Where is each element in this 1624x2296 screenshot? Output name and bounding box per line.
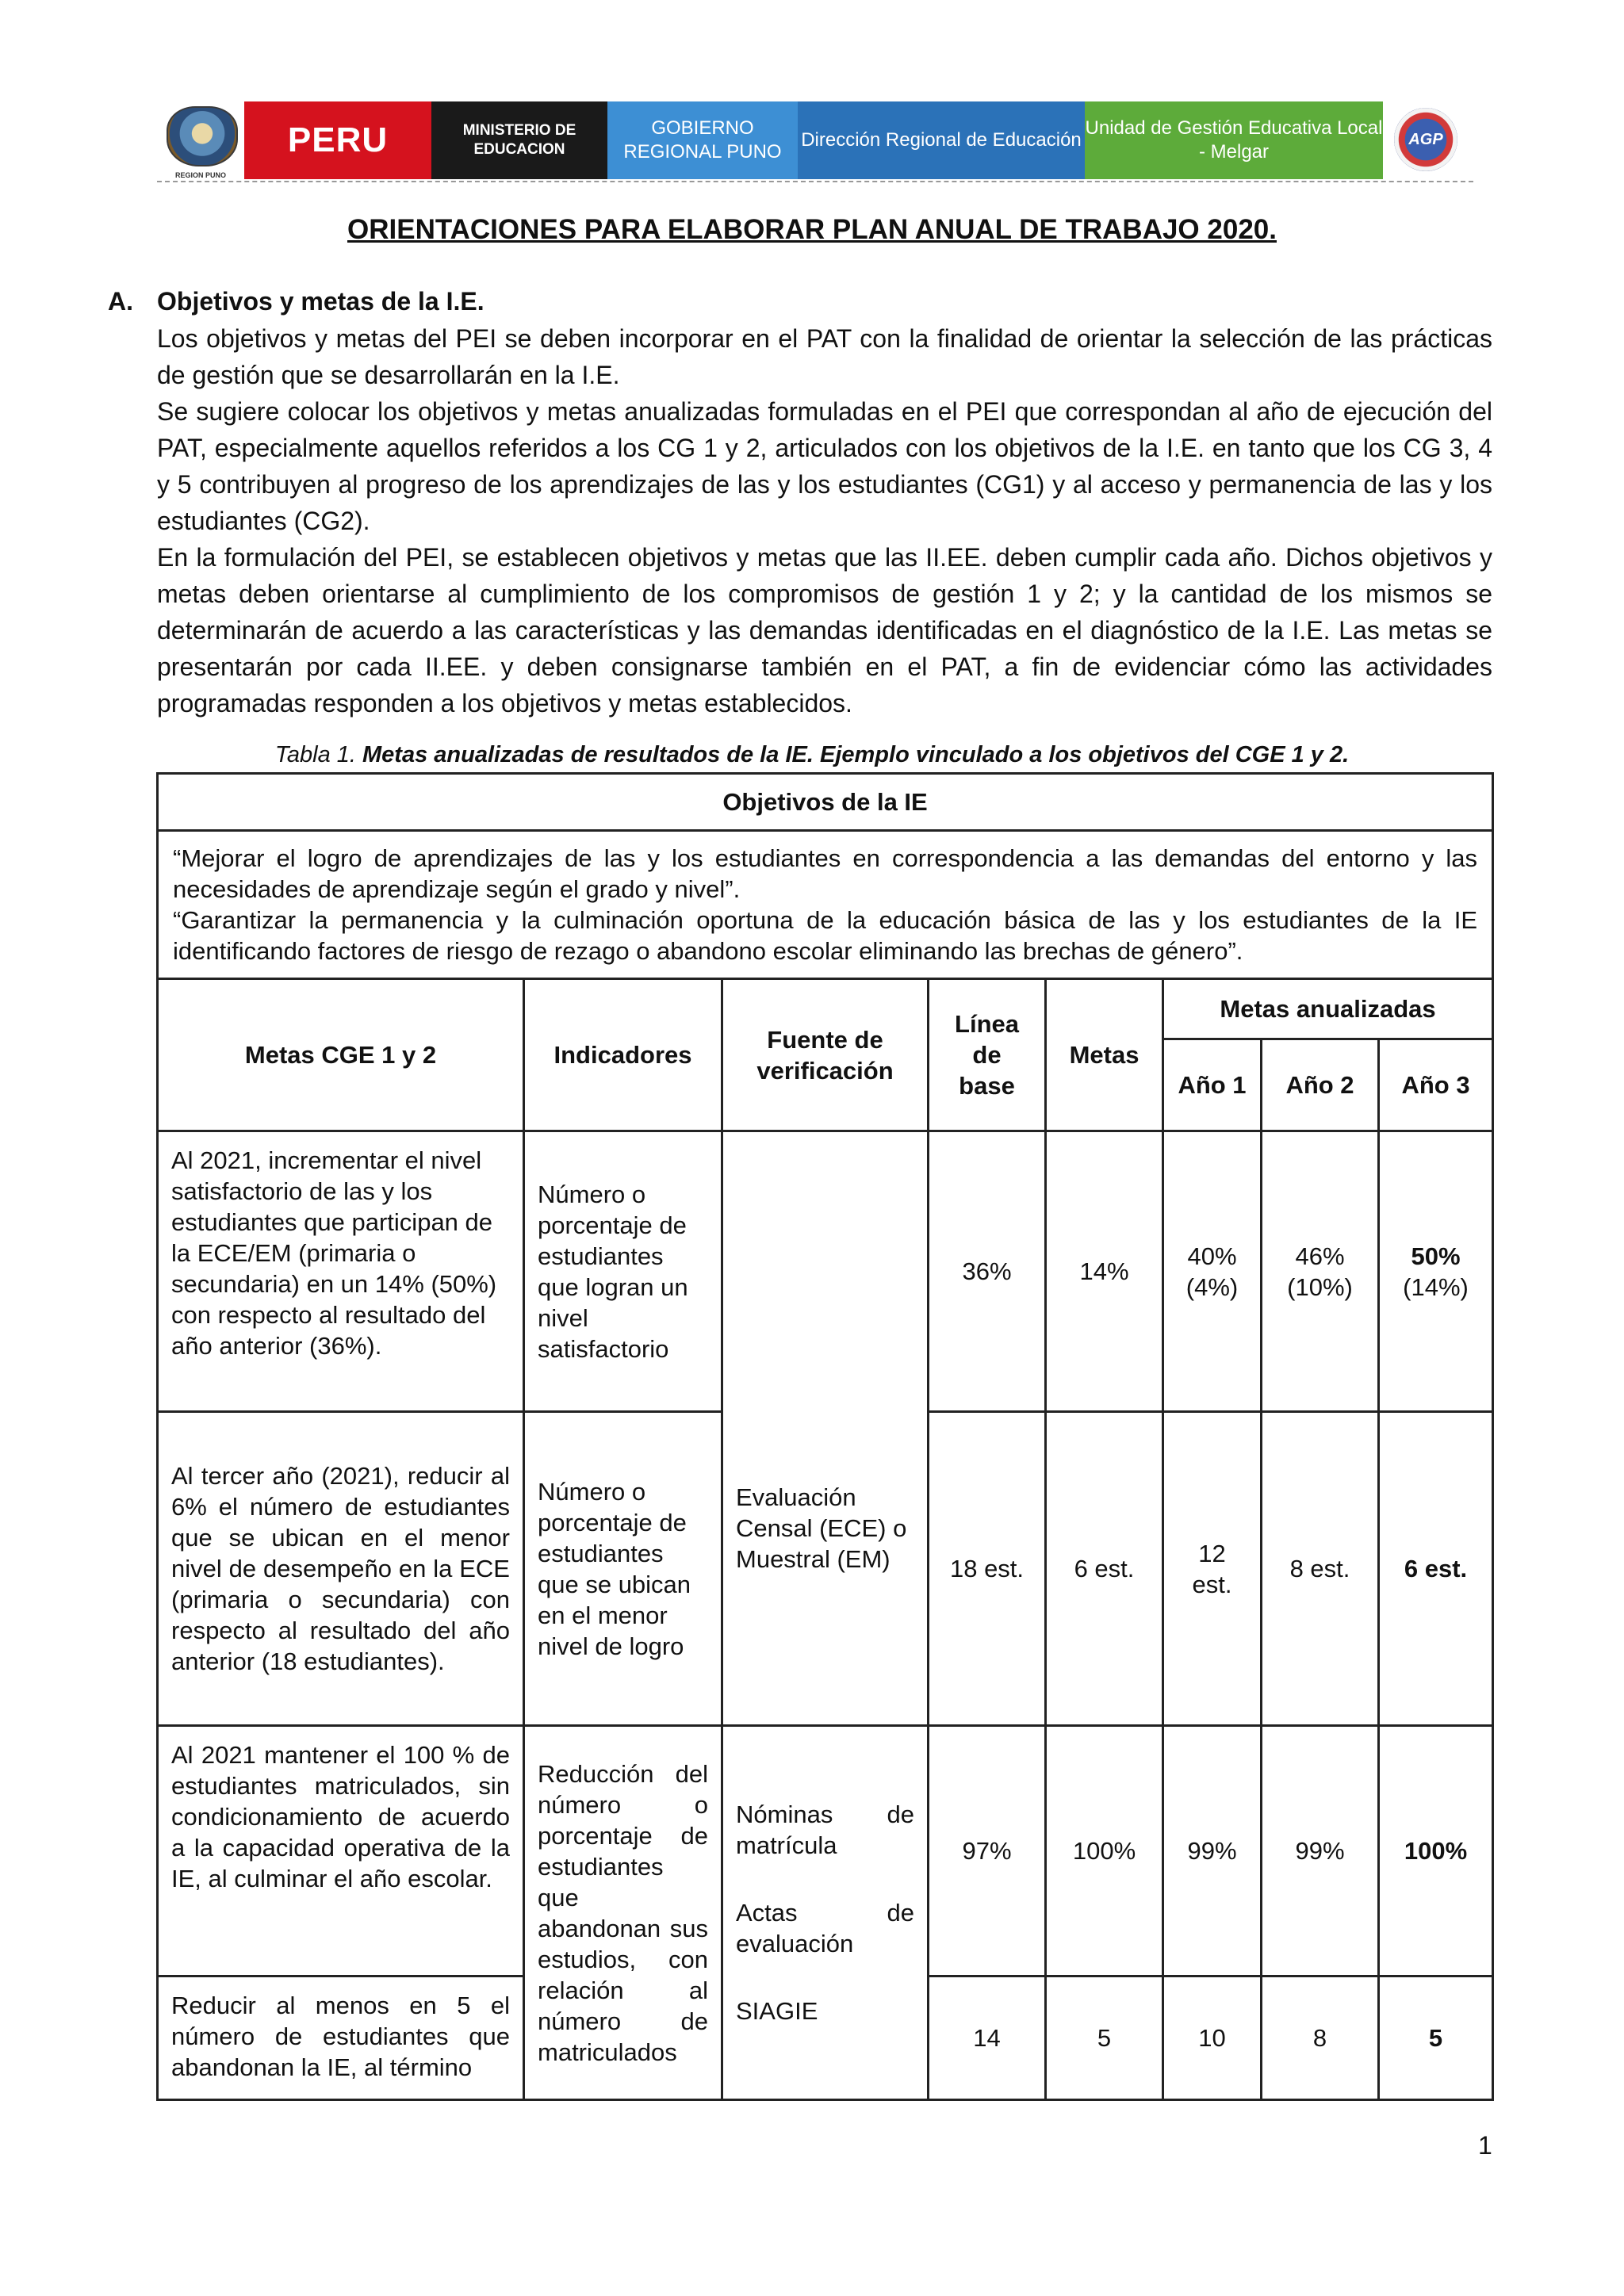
ano-1-cell: 99% <box>1163 1726 1262 1976</box>
table-row <box>158 1131 1493 1412</box>
linea-base-cell: 14 <box>929 1976 1046 2100</box>
agp-logo <box>1383 101 1462 179</box>
table-caption-text: Metas anualizadas de resultados de la IE. Ejemplo vinculado a los objetivos del CGE 1 y 2. <box>362 742 1350 767</box>
header-fuente: Fuente de verificación <box>722 979 929 1131</box>
ano-1-cell: 10 <box>1163 1976 1262 2100</box>
header-metas-cge: Metas CGE 1 y 2 <box>158 979 524 1131</box>
ano-3-cell: 5 <box>1379 1976 1493 2100</box>
ministerio-segment: MINISTERIO DE EDUCACION <box>431 101 607 179</box>
objective-1: “Mejorar el logro de aprendizajes de las y los estudiantes en correspondencia a las demandas del entorno y las necesidades de aprendizaje según el grado y nivel”. <box>173 844 1478 903</box>
metas-cell: 5 <box>1046 1976 1163 2100</box>
header-ano-3: Año 3 <box>1379 1039 1493 1131</box>
peru-segment: PERU <box>244 101 431 179</box>
region-puno-emblem <box>157 101 244 179</box>
header-metas-anualizadas: Metas anualizadas <box>1163 979 1493 1039</box>
fuente-abandono-cell <box>722 1726 929 2100</box>
ano-3-sub-value: (14%) <box>1403 1272 1469 1301</box>
ano-3-cell: 100% <box>1379 1726 1493 1976</box>
objectives-header: Objetivos de la IE <box>158 774 1493 831</box>
meta-cell: Al 2021 mantener el 100 % de estudiantes matriculados, sin condicionamiento de acuerdo a la capacidad operativa de la IE, al culminar el año escolar. <box>158 1726 524 1976</box>
linea-base-cell: 97% <box>929 1726 1046 1976</box>
indicador-abandono-cell: Reducción del número o porcentaje de estudiantes que abandonan sus estudios, con relación al número de matriculados <box>524 1726 722 2100</box>
indicador-cell: Número o porcentaje de estudiantes que logran un nivel satisfactorio <box>524 1131 722 1412</box>
table-caption <box>0 742 1624 768</box>
meta-cell: Al tercer año (2021), reducir al 6% el número de estudiantes que se ubican en el menor nivel de desempeño en la ECE (primaria o secundaria) con respecto al resultado del año anterior (18 estudiantes). <box>158 1412 524 1726</box>
metas-cell: 100% <box>1046 1726 1163 1976</box>
direccion-regional-segment: Dirección Regional de Educación <box>798 101 1085 179</box>
ano-1-cell: 12 est. <box>1163 1412 1262 1726</box>
page-number: 1 <box>1478 2131 1492 2160</box>
ano-3-cell <box>1379 1131 1493 1412</box>
header-ano-2: Año 2 <box>1262 1039 1379 1131</box>
evaluacion-line: evaluación <box>736 1930 854 1957</box>
nominas-line: Nóminas de <box>736 1800 914 1828</box>
agp-logo-text: AGP <box>1408 130 1443 148</box>
paragraph-3: En la formulación del PEI, se establecen objetivos y metas que las II.EE. deben cumplir cada año. Dichos objetivos y metas deben orientarse al cumplimiento de los compromisos de gestión 1 y 2; y la cantidad de los mismos se determinarán de acuerdo a las características y las demandas identificadas en el diagnóstico de la I.E. Las metas se presentarán por cada II.EE. y deben consignarse también en el PAT, a fin de evidenciar cómo las actividades programadas responden a los objetivos y metas establecidos. <box>157 543 1492 718</box>
ano-2-cell: 99% <box>1262 1726 1379 1976</box>
metas-cell: 6 est. <box>1046 1412 1163 1726</box>
ano-3-cell: 6 est. <box>1379 1412 1493 1726</box>
metas-table <box>156 772 1492 2101</box>
paragraph-1: Los objetivos y metas del PEI se deben incorporar en el PAT con la finalidad de orientar la selección de las prácticas de gestión que se desarrollarán en la I.E. <box>157 324 1492 389</box>
agp-seal-icon <box>1394 108 1457 171</box>
meta-cell: Reducir al menos en 5 el número de estudiantes que abandonan la IE, al término <box>158 1976 524 2100</box>
linea-base-cell: 18 est. <box>929 1412 1046 1726</box>
header-metas: Metas <box>1046 979 1163 1131</box>
section-letter: A. <box>108 287 133 316</box>
document-title: ORIENTACIONES PARA ELABORAR PLAN ANUAL DE TRABAJO 2020. <box>347 214 1277 245</box>
header-linea-base: Línea de base <box>929 979 1046 1131</box>
indicador-cell: Número o porcentaje de estudiantes que se ubican en el menor nivel de logro <box>524 1412 722 1726</box>
siagie-line: SIAGIE <box>736 1997 818 2025</box>
header-banner <box>157 101 1470 179</box>
ano-2-cell: 46% (10%) <box>1262 1131 1379 1412</box>
ano-1-cell: 40% (4%) <box>1163 1131 1262 1412</box>
ano-2-cell: 8 <box>1262 1976 1379 2100</box>
actas-line: Actas de <box>736 1899 914 1927</box>
ano-2-cell: 8 est. <box>1262 1412 1379 1726</box>
paragraph-2: Se sugiere colocar los objetivos y metas anualizadas formuladas en el PEI que correspondan al año de ejecución del PAT, especialmente aquellos referidos a los CG 1 y 2, articulados con los objetivos de la I.E. en tanto que los CG 3, 4 y 5 contribuyen al progreso de los aprendizajes de las y los estudiantes (CG1) y al acceso y permanencia de las y los estudiantes (CG2). <box>157 397 1492 535</box>
metas-cell: 14% <box>1046 1131 1163 1412</box>
banner-divider <box>157 181 1473 182</box>
header-indicadores: Indicadores <box>524 979 722 1131</box>
gobierno-regional-segment: GOBIERNO REGIONAL PUNO <box>607 101 798 179</box>
section-title: Objetivos y metas de la I.E. <box>157 287 485 316</box>
header-ano-1: Año 1 <box>1163 1039 1262 1131</box>
ano-3-main-value: 50% <box>1411 1242 1461 1270</box>
shield-icon <box>167 106 238 166</box>
objectives-cell <box>158 831 1493 979</box>
emblem-caption: REGION PUNO <box>174 171 226 179</box>
fuente-ece-cell: Evaluación Censal (ECE) o Muestral (EM) <box>722 1131 929 1726</box>
objective-2: “Garantizar la permanencia y la culminación oportuna de la educación básica de las y los estudiantes de la IE identificando factores de riesgo de rezago o abandono escolar eliminando las brechas de género”. <box>173 906 1478 965</box>
table-caption-prefix: Tabla 1. <box>274 742 356 767</box>
table-row <box>158 1726 1493 1976</box>
meta-cell: Al 2021, incrementar el nivel satisfactorio de las y los estudiantes que participan de la ECE/EM (primaria o secundaria) en un 14% (50%) con respecto al resultado del año anterior (36%). <box>158 1131 524 1412</box>
matricula-line: matrícula <box>736 1831 837 1859</box>
linea-base-cell: 36% <box>929 1131 1046 1412</box>
ugel-segment: Unidad de Gestión Educativa Local - Melgar <box>1085 101 1383 179</box>
